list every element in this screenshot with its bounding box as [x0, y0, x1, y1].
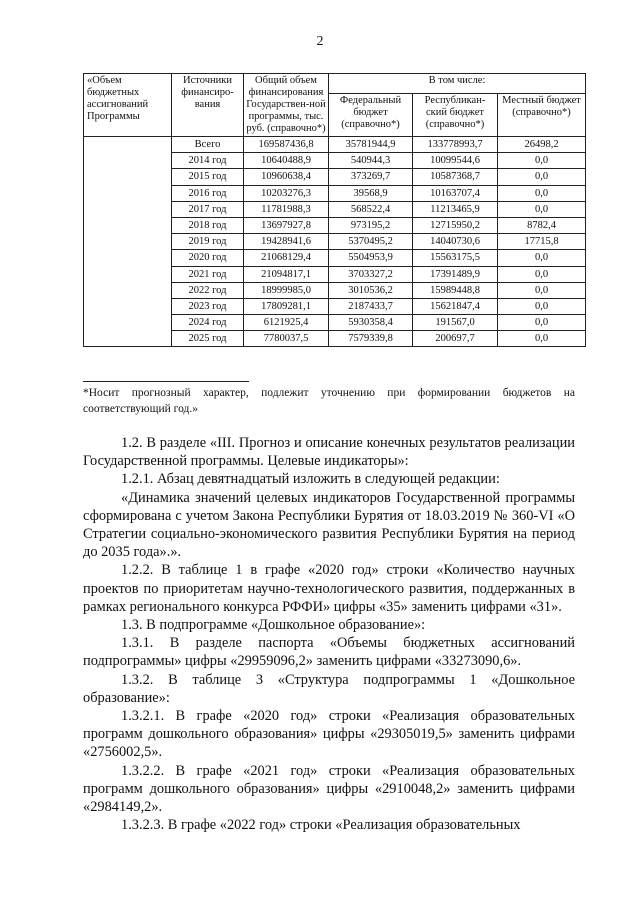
- cell-republic: 10587368,7: [413, 169, 498, 185]
- cell-local: 0,0: [498, 250, 586, 266]
- footnote-divider: [83, 381, 249, 382]
- cell-republic: 133778993,7: [413, 137, 498, 153]
- cell-federal: 568522,4: [329, 201, 413, 217]
- cell-republic: 15621847,4: [413, 298, 498, 314]
- cell-local: 0,0: [498, 153, 586, 169]
- cell-total: 11781988,3: [244, 201, 329, 217]
- cell-total: 6121925,4: [244, 315, 329, 331]
- cell-republic: 17391489,9: [413, 266, 498, 282]
- cell-total: 10203276,3: [244, 185, 329, 201]
- cell-republic: 10099544,6: [413, 153, 498, 169]
- paragraph: 1.2.1. Абзац девятнадцатый изложить в следующей редакции:: [121, 471, 500, 488]
- cell-total: 10960638,4: [244, 169, 329, 185]
- cell-label: Всего: [172, 137, 244, 153]
- cell-federal: 540944,3: [329, 153, 413, 169]
- paragraph: 1.2. В разделе «III. Прогноз и описание конечных результатов реализации Государственной программы. Целевые индикаторы»:: [83, 435, 575, 470]
- cell-total: 21094817,1: [244, 266, 329, 282]
- cell-total: 10640488,9: [244, 153, 329, 169]
- header-program-budget: «Объем бюджетных ассигнований Программы: [84, 74, 172, 137]
- cell-label: 2019 год: [172, 234, 244, 250]
- cell-label: 2017 год: [172, 201, 244, 217]
- cell-local: 0,0: [498, 298, 586, 314]
- paragraph: 1.3. В подпрограмме «Дошкольное образование»:: [121, 617, 426, 634]
- header-total: Общий объем финансирования Государствен-ной программы, тыс. руб. (справочно*): [244, 74, 329, 137]
- table-header-row: [84, 74, 586, 94]
- cell-local: 0,0: [498, 185, 586, 201]
- cell-federal: 5370495,2: [329, 234, 413, 250]
- cell-total: 13697927,8: [244, 217, 329, 233]
- cell-republic: 191567,0: [413, 315, 498, 331]
- paragraph: 1.3.1. В разделе паспорта «Объемы бюджетных ассигнований подпрограммы» цифры «29959096,2» заменить цифрами «33273090,6».: [83, 635, 575, 670]
- header-local: Местный бюджет (справочно*): [498, 93, 586, 136]
- cell-federal: 3010536,2: [329, 282, 413, 298]
- cell-label: 2014 год: [172, 153, 244, 169]
- cell-local: 8782,4: [498, 217, 586, 233]
- cell-total: 17809281,1: [244, 298, 329, 314]
- cell-label: 2023 год: [172, 298, 244, 314]
- cell-federal: 373269,7: [329, 169, 413, 185]
- cell-federal: 2187433,7: [329, 298, 413, 314]
- paragraph: 1.3.2.1. В графе «2020 год» строки «Реализация образовательных программ дошкольного образования» цифры «29305019,5» заменить цифрами «2756002,5».: [83, 708, 575, 761]
- page-number: 2: [316, 34, 324, 49]
- cell-label: 2020 год: [172, 250, 244, 266]
- cell-label: 2025 год: [172, 331, 244, 347]
- program-cell: [84, 137, 172, 347]
- body-text: [83, 434, 575, 834]
- cell-label: 2018 год: [172, 217, 244, 233]
- cell-label: 2024 год: [172, 315, 244, 331]
- cell-local: 0,0: [498, 315, 586, 331]
- cell-local: 0,0: [498, 282, 586, 298]
- header-sources: Источники финансиро-вания: [172, 74, 244, 137]
- paragraph: 1.2.2. В таблице 1 в графе «2020 год» строки «Количество научных проектов по приоритетам научно-технологического развития, поддержанных в рамках регионального конкурса РФФИ» цифры «35» заменить цифрами «31».: [83, 562, 575, 615]
- paragraph: 1.3.2.3. В графе «2022 год» строки «Реализация образовательных: [121, 817, 521, 834]
- cell-republic: 14040730,6: [413, 234, 498, 250]
- cell-total: 21068129,4: [244, 250, 329, 266]
- budget-table: [83, 73, 586, 347]
- cell-total: 169587436,8: [244, 137, 329, 153]
- cell-total: 18999985,0: [244, 282, 329, 298]
- cell-federal: 3703327,2: [329, 266, 413, 282]
- cell-republic: 200697,7: [413, 331, 498, 347]
- header-federal: Федеральный бюджет (справочно*): [329, 93, 413, 136]
- paragraph: «Динамика значений целевых индикаторов Государственной программы сформирована с учетом Закона Республики Бурятия от 18.03.2019 № 360-VI «О Стратегии социально-экономического развития Республики Бурятия на период до 2035 года».».: [83, 489, 575, 561]
- cell-federal: 5930358,4: [329, 315, 413, 331]
- cell-federal: 5504953,9: [329, 250, 413, 266]
- cell-republic: 10163707,4: [413, 185, 498, 201]
- table-row: [84, 137, 586, 153]
- cell-label: 2021 год: [172, 266, 244, 282]
- cell-local: 0,0: [498, 201, 586, 217]
- cell-federal: 35781944,9: [329, 137, 413, 153]
- cell-local: 26498,2: [498, 137, 586, 153]
- cell-federal: 973195,2: [329, 217, 413, 233]
- footnote: *Носит прогнозный характер, подлежит уточнению при формировании бюджетов на соответствующий год.»: [83, 387, 575, 415]
- cell-federal: 39568,9: [329, 185, 413, 201]
- cell-federal: 7579339,8: [329, 331, 413, 347]
- cell-republic: 15989448,8: [413, 282, 498, 298]
- cell-local: 0,0: [498, 266, 586, 282]
- header-including: В том числе:: [329, 74, 586, 94]
- cell-label: 2015 год: [172, 169, 244, 185]
- cell-republic: 15563175,5: [413, 250, 498, 266]
- paragraph: 1.3.2. В таблице 3 «Структура подпрограммы 1 «Дошкольное образование»:: [83, 671, 575, 706]
- cell-local: 0,0: [498, 169, 586, 185]
- cell-label: 2022 год: [172, 282, 244, 298]
- cell-republic: 12715950,2: [413, 217, 498, 233]
- cell-local: 0,0: [498, 331, 586, 347]
- cell-local: 17715,8: [498, 234, 586, 250]
- cell-total: 7780037,5: [244, 331, 329, 347]
- header-republic: Республикан-ский бюджет (справочно*): [413, 93, 498, 136]
- cell-label: 2016 год: [172, 185, 244, 201]
- paragraph: 1.3.2.2. В графе «2021 год» строки «Реализация образовательных программ дошкольного образования» цифры «2910048,2» заменить цифрами «2984149,2».: [83, 762, 575, 816]
- cell-republic: 11213465,9: [413, 201, 498, 217]
- cell-total: 19428941,6: [244, 234, 329, 250]
